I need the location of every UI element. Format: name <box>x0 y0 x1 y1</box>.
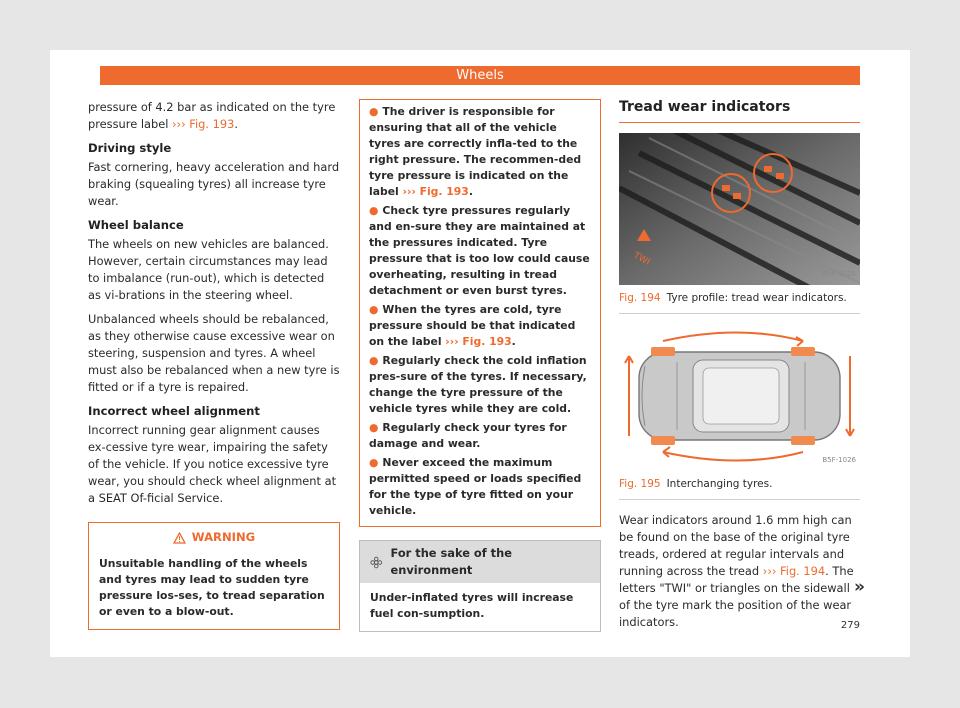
wheel-balance-text-2: Unbalanced wheels should be rebalanced, as they otherwise cause excessive wear on steering, suspension and tyres. A wheel must also be rebalanced when a new tyre is fitted or if a tyre is repaired. <box>88 312 340 394</box>
bullet-item: ● Never exceed the maximum permitted speed or loads specified for the type of tyre fitted on your vehicle. <box>369 456 582 517</box>
page-number: 279 <box>840 620 860 631</box>
tread-wear-image <box>619 133 860 285</box>
car-top-view-illustration <box>619 326 860 471</box>
bullet-item: ● The driver is responsible for ensuring that all of the vehicle tyres are correctly infla-ted to the right pressure. The recommen-ded tyre pressure is indicated on the label ››› Fig. 193. <box>369 105 582 198</box>
fig-193-link[interactable]: ››› Fig. 193 <box>445 335 512 348</box>
intro-paragraph <box>88 99 340 133</box>
image-code: B5F-1026 <box>822 456 856 464</box>
section-header: Wheels <box>100 66 860 85</box>
figure-194 <box>619 133 860 314</box>
image-code: B5F-1025 <box>822 270 856 278</box>
wheel-balance-text-1: The wheels on new vehicles are balanced. However, certain circumstances may lead to imbalance (run-out), which is detected as vi-brations in the steering wheel. <box>88 237 329 302</box>
fig-193-link[interactable]: ››› Fig. 193 <box>402 185 469 198</box>
wheel-balance-heading: Wheel balance <box>88 218 184 232</box>
bullet-item: ● Regularly check the cold inflation pres-sure of the tyres. If necessary, change the tyre pressure of the vehicle tyres while they are cold. <box>369 354 587 415</box>
bullet-dot-icon: ● <box>369 204 379 217</box>
driving-style-heading: Driving style <box>88 141 172 155</box>
warning-triangle-icon <box>173 532 186 544</box>
bullet-dot-icon: ● <box>369 105 379 118</box>
tread-wear-text: Wear indicators around 1.6 mm high can be found on the base of the original tyre treads, ordered at regular intervals and running across the tread ››› Fig. 194. The letters "TWI" or triangles on the sidewall of the tyre mark the position of the wear indicators. <box>619 513 854 629</box>
environment-flower-icon <box>370 556 383 569</box>
bullet-dot-icon: ● <box>369 303 379 316</box>
bullet-item: ● Regularly check your tyres for damage and wear. <box>369 421 567 450</box>
column-right <box>619 99 860 638</box>
bullet-item: ● Check tyre pressures regularly and en-sure they are maintained at the pressures indicated. Tyre pressure that is too low could cause overheating, resulting in tread detachment or even burst tyres. <box>369 204 590 297</box>
bullet-dot-icon: ● <box>369 354 379 367</box>
figure-194-caption: Fig. 194 Tyre profile: tread wear indicators. <box>619 292 847 304</box>
wheel-alignment-heading: Incorrect wheel alignment <box>88 404 260 418</box>
twi-mark: TWI <box>631 250 652 268</box>
tread-wear-heading: Tread wear indicators <box>619 99 860 123</box>
figure-195 <box>619 326 860 500</box>
intro-text: pressure of 4.2 bar as indicated on the tyre pressure label <box>88 100 336 131</box>
driving-style-text: Fast cornering, heavy acceleration and hard braking (squealing tyres) all increase tyre wear. <box>88 160 340 208</box>
tyre-tread-illustration <box>619 133 860 285</box>
column-middle <box>359 99 601 632</box>
warning-text: Unsuitable handling of the wheels and tyres may lead to sudden tyre pressure los-ses, to tread separation or even to a blow-out. <box>99 557 325 618</box>
environment-header <box>360 541 600 583</box>
wheel-alignment-text: Incorrect running gear alignment causes ex-cessive tyre wear, impairing the safety of the vehicle. If you notice excessive tyre wear, you should check wheel alignment at a SEAT Of-ficial Service. <box>88 423 337 505</box>
intro-end: . <box>234 117 239 131</box>
fig-194-link[interactable]: ››› Fig. 194 <box>762 564 826 578</box>
warning-label: WARNING <box>191 530 256 544</box>
bullet-item: ● When the tyres are cold, tyre pressure should be that indicated on the label ››› Fig. 193. <box>369 303 576 348</box>
tyre-pressure-box <box>359 99 601 527</box>
warning-title <box>99 529 329 546</box>
column-left <box>88 99 340 630</box>
warning-box <box>88 522 340 630</box>
fig-193-link[interactable]: ››› Fig. 193 <box>172 117 235 131</box>
figure-195-caption: Fig. 195 Interchanging tyres. <box>619 478 773 490</box>
bullet-dot-icon: ● <box>369 421 379 434</box>
environment-box <box>359 540 601 632</box>
bullet-dot-icon: ● <box>369 456 379 469</box>
environment-text: Under-inflated tyres will increase fuel con-sumption. <box>370 591 574 620</box>
environment-title: For the sake of the environment <box>390 546 512 577</box>
continue-indicator: » <box>854 577 865 597</box>
interchanging-tyres-image <box>619 326 860 471</box>
